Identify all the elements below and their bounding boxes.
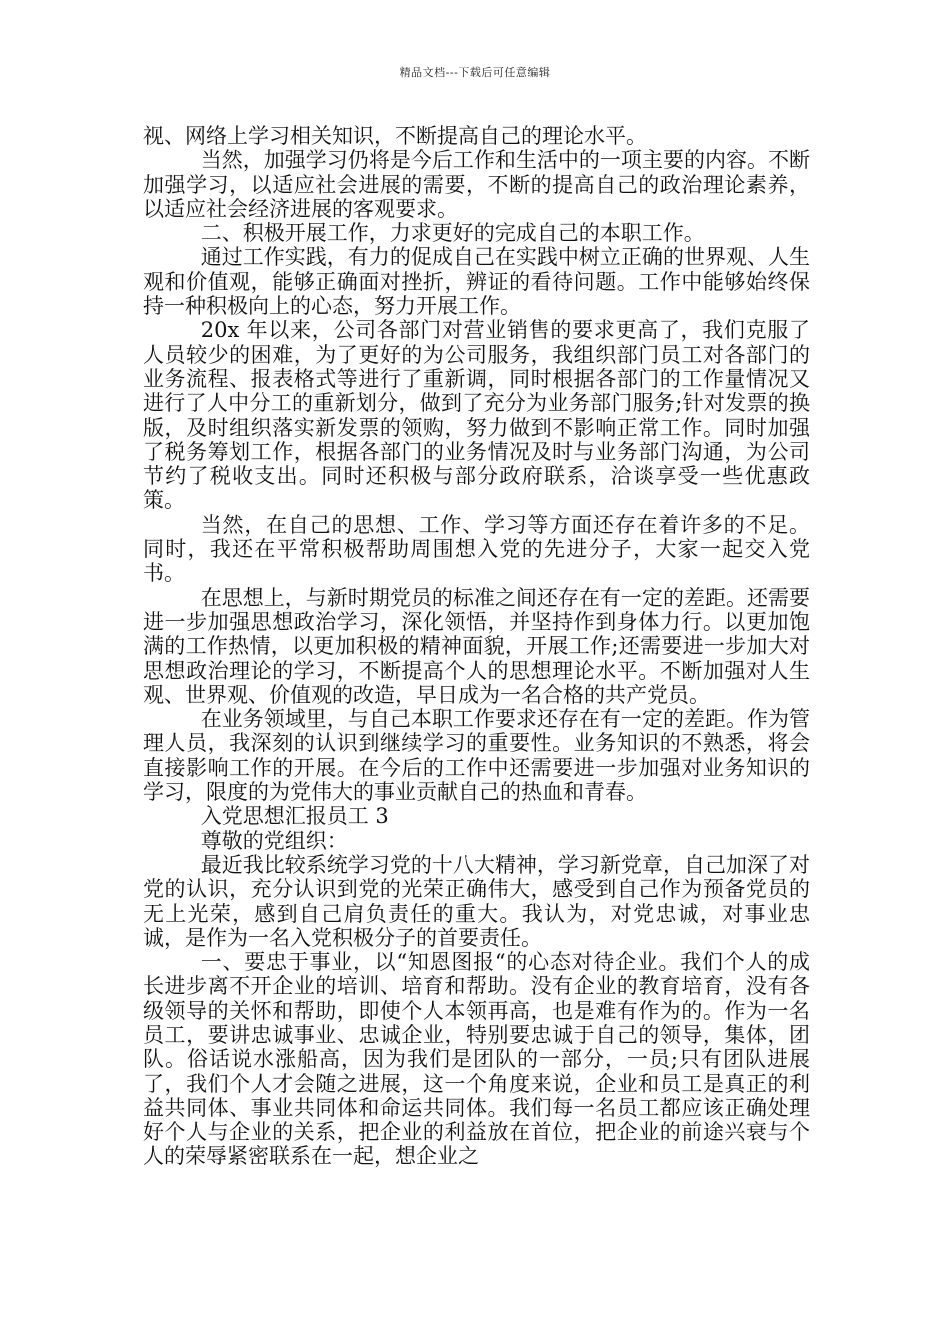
page-header: 精品文档---下载后可任意编辑 xyxy=(399,66,551,79)
paragraph: 最近我比较系统学习党的十八大精神，学习新党章，自己加深了对党的认识，充分认识到党的光荣正确伟大，感受到自己作为预备党员的无上光荣，感到自己肩负责任的重大。我认为，对党忠诚，对事业忠诚，是作为一名入党积极分子的首要责任。 xyxy=(143,852,810,950)
paragraph: 一、要忠于事业，以“知恩图报“的心态对待企业。我们个人的成长进步离不开企业的培训、培育和帮助。没有企业的教育培育，没有各级领导的关怀和帮助，即使个人本领再高，也是难有作为的。作为一名员工，要讲忠诚事业、忠诚企业，特别要忠诚于自己的领导，集体，团队。俗话说水涨船高，因为我们是团队的一部分，一员;只有团队进展了，我们个人才会随之进展，这一个角度来说，企业和员工是真正的利益共同体、事业共同体和命运共同体。我们每一名员工都应该正确处理好个人与企业的关系，把企业的利益放在首位，把企业的前途兴衰与个人的荣辱紧密联系在一起，想企业之 xyxy=(143,950,810,1169)
section-heading: 二、积极开展工作，力求更好的完成自己的本职工作。 xyxy=(200,221,705,246)
document-body xyxy=(143,124,810,1169)
document-title: 入党思想汇报员工 3 xyxy=(200,804,389,829)
paragraph: 在思想上，与新时期党员的标准之间还存在有一定的差距。还需要进一步加强思想政治学习，深化领悟，并坚持作到身体力行。以更加饱满的工作热情，以更加积极的精神面貌，开展工作;还需要进一步加大对思想政治理论的学习，不断提高个人的思想理论水平。不断加强对人生观、世界观、价值观的改造，早日成为一名合格的共产党员。 xyxy=(143,585,810,707)
salutation: 尊敬的党组织： xyxy=(200,828,348,853)
paragraph: 视、网络上学习相关知识，不断提高自己的理论水平。 xyxy=(143,124,647,148)
paragraph: 20x 年以来，公司各部门对营业销售的要求更高了，我们克服了人员较少的困难，为了更好的为公司服务，我组织部门员工对各部门的业务流程、报表格式等进行了重新调，同时根据各部门的工作量情况又进行了人中分工的重新划分，做到了充分为业务部门服务;针对发票的换版，及时组织落实新发票的领购，努力做到不影响正常工作。同时加强了税务筹划工作，根据各部门的业务情况及时与业务部门沟通，为公司节约了税收支出。同时还积极与部分政府联系，洽谈享受一些优惠政策。 xyxy=(143,318,810,513)
paragraph: 当然，在自己的思想、工作、学习等方面还存在着许多的不足。 同时，我还在平常积极帮助周围想入党的先进分子，大家一起交入党书。 xyxy=(143,512,810,586)
paragraph: 通过工作实践，有力的促成自己在实践中树立正确的世界观、人生观和价值观，能够正确面对挫折，辨证的看待问题。工作中能够始终保持一种积极向上的心态，努力开展工作。 xyxy=(143,245,810,319)
paragraph: 当然，加强学习仍将是今后工作和生活中的一项主要的内容。不断加强学习，以适应社会进展的需要，不断的提高自己的政治理论素养，以适应社会经济进展的客观要求。 xyxy=(143,148,810,221)
paragraph: 在业务领域里，与自己本职工作要求还存在有一定的差距。作为管理人员，我深刻的认识到继续学习的重要性。业务知识的不熟悉，将会直接影响工作的开展。在今后的工作中还需要进一步加强对业务知识的学习，限度的为党伟大的事业贡献自己的热血和青春。 xyxy=(143,707,810,805)
